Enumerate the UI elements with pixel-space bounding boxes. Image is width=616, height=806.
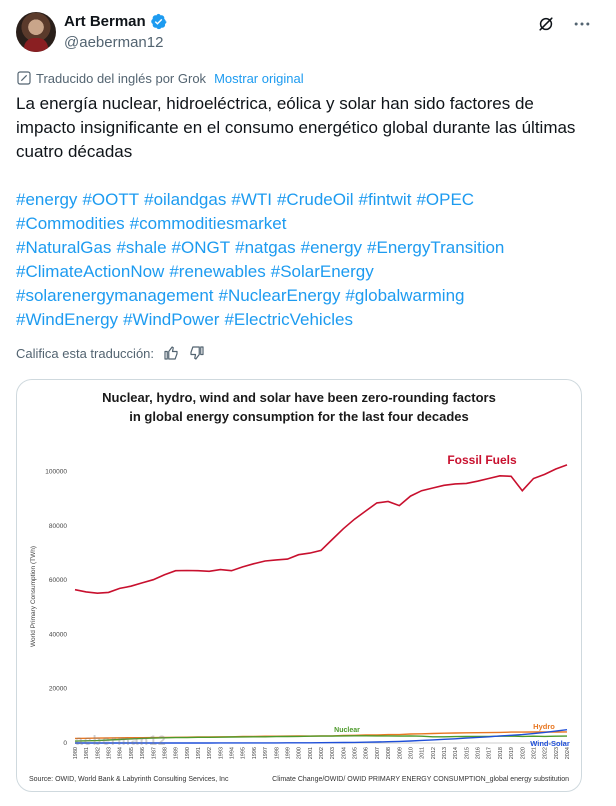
y-axis-label: World Primary Consumption (TWh) bbox=[30, 545, 37, 648]
x-tick-label: 2021 bbox=[531, 747, 538, 760]
hashtag-link[interactable]: #ClimateActionNow bbox=[16, 262, 165, 281]
hashtag-link[interactable]: #commoditiesmarket bbox=[129, 214, 287, 233]
x-tick-label: 1996 bbox=[251, 747, 258, 760]
x-tick-label: 1994 bbox=[229, 747, 236, 760]
x-tick-label: 2015 bbox=[464, 747, 471, 760]
grok-icon[interactable] bbox=[536, 14, 556, 34]
hashtag-link[interactable]: #NaturalGas bbox=[16, 238, 112, 257]
more-icon[interactable] bbox=[572, 14, 592, 34]
x-tick-label: 1984 bbox=[117, 747, 124, 760]
hashtag-line bbox=[16, 188, 596, 212]
series-line-fossil-fuels bbox=[75, 465, 567, 593]
x-tick-label: 2005 bbox=[352, 747, 359, 760]
x-tick-label: 2007 bbox=[374, 747, 381, 760]
y-tick-label: 100000 bbox=[45, 468, 67, 476]
x-tick-label: 2013 bbox=[442, 747, 448, 760]
hashtag-link[interactable]: #shale bbox=[116, 238, 167, 257]
hashtag-link[interactable]: #renewables bbox=[169, 262, 266, 281]
verified-badge-icon bbox=[150, 13, 167, 30]
hashtag-link[interactable]: #oilandgas bbox=[144, 190, 227, 209]
hashtag-link[interactable]: #ONGT bbox=[171, 238, 231, 257]
hashtag-line bbox=[16, 236, 596, 260]
y-tick-label: 20000 bbox=[48, 685, 67, 693]
hashtag-link[interactable]: #EnergyTransition bbox=[367, 238, 505, 257]
thumbs-down-icon[interactable] bbox=[188, 344, 206, 362]
x-tick-label: 2010 bbox=[408, 747, 415, 760]
series-label: Fossil Fuels bbox=[447, 453, 517, 467]
x-tick-label: 2012 bbox=[430, 747, 437, 760]
hashtag-link[interactable]: #solarenergymanagement bbox=[16, 286, 214, 305]
series-label: Nuclear bbox=[334, 727, 360, 734]
x-tick-label: 2023 bbox=[553, 747, 560, 760]
hashtag-line bbox=[16, 260, 596, 284]
x-tick-label: 2006 bbox=[363, 747, 370, 760]
y-tick-label: 80000 bbox=[48, 522, 67, 530]
x-tick-label: 2004 bbox=[341, 747, 348, 760]
author-display-name[interactable]: Art Berman bbox=[64, 13, 146, 30]
y-tick-label: 0 bbox=[63, 740, 67, 747]
tweet-header bbox=[16, 12, 600, 56]
chart-footer-note: Climate Change/OWID/ OWID PRIMARY ENERGY CONSUMPTION_global energy substitution bbox=[272, 776, 569, 783]
author-handle[interactable]: @aeberman12 bbox=[64, 34, 164, 51]
x-tick-label: 1989 bbox=[173, 747, 180, 760]
hashtag-line bbox=[16, 308, 596, 332]
x-tick-label: 2002 bbox=[319, 747, 325, 760]
x-tick-label: 1985 bbox=[128, 747, 135, 760]
x-tick-label: 1997 bbox=[263, 747, 270, 760]
hashtag-link[interactable]: #SolarEnergy bbox=[270, 262, 374, 281]
hashtag-link[interactable]: #WTI bbox=[231, 190, 272, 209]
series-label: Hydro bbox=[533, 722, 555, 731]
x-tick-label: 2024 bbox=[565, 747, 571, 760]
hashtag-link[interactable]: #Commodities bbox=[16, 214, 125, 233]
x-tick-label: 2018 bbox=[497, 747, 504, 760]
hashtag-link[interactable]: #OOTT bbox=[82, 190, 140, 209]
energy-consumption-chart bbox=[17, 380, 582, 792]
x-tick-label: 1983 bbox=[106, 747, 113, 760]
x-tick-label: 2019 bbox=[509, 747, 516, 760]
hashtag-list bbox=[16, 188, 596, 332]
x-tick-label: 2008 bbox=[386, 747, 393, 760]
x-tick-label: 1981 bbox=[84, 747, 91, 760]
x-tick-label: 1992 bbox=[207, 747, 214, 760]
x-tick-label: 1982 bbox=[95, 747, 102, 760]
x-tick-label: 2003 bbox=[330, 747, 337, 760]
y-tick-label: 60000 bbox=[48, 577, 67, 585]
x-tick-label: 2016 bbox=[475, 747, 482, 760]
rate-translation-label: Califica esta traducción: bbox=[16, 345, 155, 361]
hashtag-line bbox=[16, 284, 596, 308]
hashtag-link[interactable]: #ElectricVehicles bbox=[224, 310, 353, 329]
rate-translation-row bbox=[16, 344, 206, 362]
x-tick-label: 1988 bbox=[162, 747, 169, 760]
chart-source: Source: OWID, World Bank & Labyrinth Consulting Services, Inc bbox=[29, 776, 229, 783]
hashtag-link[interactable]: #energy bbox=[300, 238, 363, 257]
hashtag-link[interactable]: #CrudeOil bbox=[276, 190, 354, 209]
hashtag-link[interactable]: #natgas bbox=[235, 238, 296, 257]
hashtag-link[interactable]: #globalwarming bbox=[345, 286, 465, 305]
thumbs-up-icon[interactable] bbox=[162, 344, 180, 362]
translate-icon bbox=[16, 70, 32, 86]
x-tick-label: 2017 bbox=[486, 747, 493, 760]
series-label: Wind-Solar bbox=[530, 739, 570, 748]
hashtag-link[interactable]: #WindEnergy bbox=[16, 310, 119, 329]
x-tick-label: 2001 bbox=[307, 747, 314, 760]
x-tick-label: 2014 bbox=[453, 747, 460, 760]
x-tick-label: 2000 bbox=[296, 747, 303, 760]
x-tick-label: 1986 bbox=[140, 747, 147, 760]
x-tick-label: 1999 bbox=[285, 747, 292, 760]
x-tick-label: 1980 bbox=[73, 747, 79, 760]
x-tick-label: 1991 bbox=[196, 747, 202, 760]
x-tick-label: 1993 bbox=[218, 747, 225, 760]
y-tick-label: 40000 bbox=[48, 631, 67, 639]
x-tick-label: 2022 bbox=[542, 747, 549, 760]
tweet-text: La energía nuclear, hidroeléctrica, eólica y solar han sido factores de impacto insignificante en el consumo energético global durante las últimas cuatro décadas bbox=[16, 94, 576, 161]
translation-notice bbox=[16, 70, 304, 86]
x-tick-label: 1998 bbox=[274, 747, 281, 760]
translation-label: Traducido del inglés por Grok bbox=[36, 70, 207, 86]
watermark-text: aeberman12 bbox=[75, 732, 167, 748]
author-name-row bbox=[64, 13, 167, 30]
show-original-link[interactable]: Mostrar original bbox=[214, 70, 304, 86]
hashtag-link[interactable]: #NuclearEnergy bbox=[218, 286, 341, 305]
x-tick-label: 1987 bbox=[151, 747, 158, 760]
avatar[interactable] bbox=[16, 12, 56, 52]
hashtag-link[interactable]: #WindPower bbox=[123, 310, 220, 329]
hashtag-link[interactable]: #fintwit bbox=[358, 190, 412, 209]
x-tick-label: 2020 bbox=[520, 747, 527, 760]
x-tick-label: 1990 bbox=[184, 747, 191, 760]
x-tick-label: 1995 bbox=[240, 747, 247, 760]
hashtag-link[interactable]: #OPEC bbox=[416, 190, 475, 209]
chart-image-card[interactable] bbox=[16, 379, 582, 792]
x-tick-label: 2009 bbox=[397, 747, 404, 760]
hashtag-line bbox=[16, 212, 596, 236]
x-tick-label: 2011 bbox=[419, 747, 426, 759]
hashtag-link[interactable]: #energy bbox=[16, 190, 78, 209]
chart-title: Nuclear, hydro, wind and solar have been zero-rounding factors in global energy consumption for the last four decades bbox=[102, 390, 496, 424]
